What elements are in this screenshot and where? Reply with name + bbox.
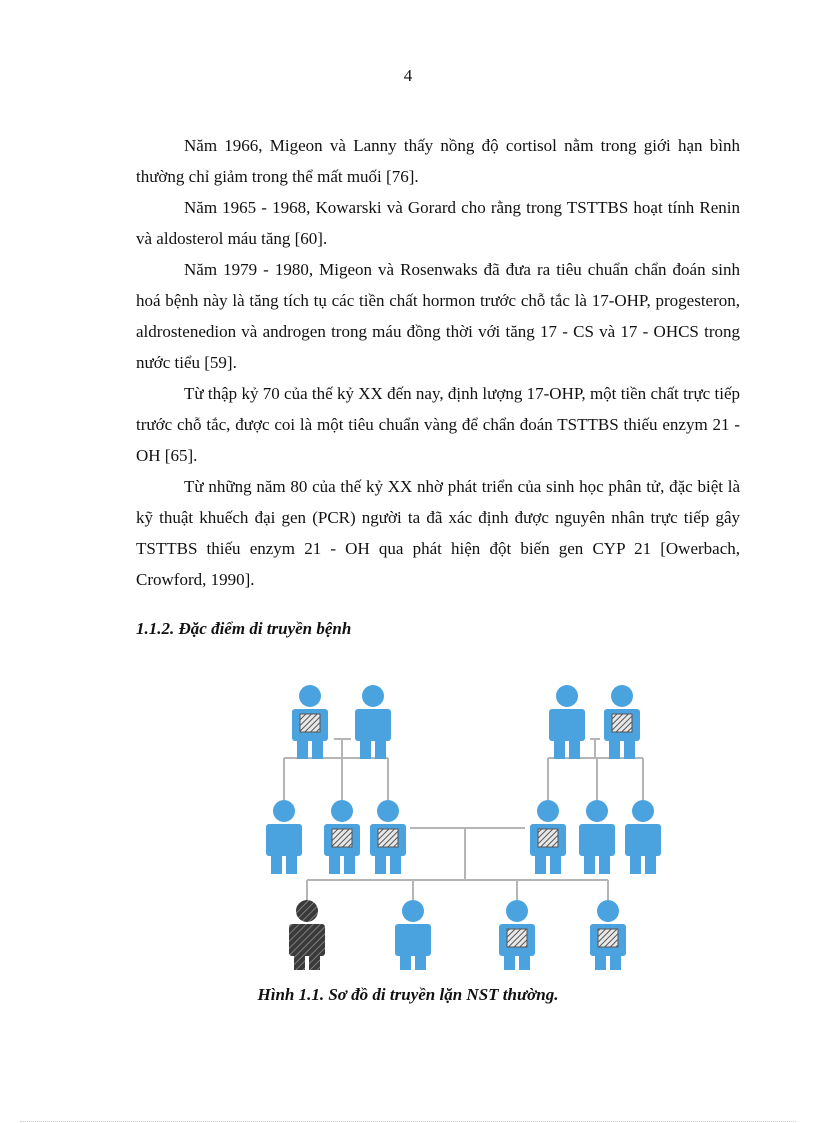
person-left-leg — [271, 856, 282, 874]
person-head — [537, 800, 559, 822]
person-left-leg — [375, 856, 386, 874]
person-right-leg — [599, 856, 610, 874]
person-carrier — [370, 800, 406, 874]
person-left-leg — [609, 741, 620, 759]
section-heading: 1.1.2. Đặc điểm di truyền bệnh — [136, 619, 352, 638]
person-carrier — [324, 800, 360, 874]
person-normal — [579, 800, 615, 874]
person-right-leg — [344, 856, 355, 874]
body-text — [136, 130, 740, 595]
paragraph-5: Từ những năm 80 của thế kỷ XX nhờ phát triển của sinh học phân tử, đặc biệt là kỹ thuật khuếch đại gen (PCR) người ta đã xác định được nguyên nhân trực tiếp gây TSTTBS thiếu enzym 21 - OH qua phát hiện đột biến gen CYP 21 [Owerbach, Crowford, 1990]. — [136, 477, 740, 589]
footer-rule — [20, 1121, 796, 1122]
person-left-leg — [329, 856, 340, 874]
person-right-leg — [624, 741, 635, 759]
person-torso — [625, 824, 661, 856]
person-affected — [289, 900, 325, 970]
person-carrier — [530, 800, 566, 874]
paragraph-2: Năm 1965 - 1968, Kowarski và Gorard cho rằng trong TSTTBS hoạt tính Renin và aldosterol máu tăng [60]. — [136, 198, 740, 248]
person-left-leg — [400, 956, 411, 970]
person-left-leg — [294, 956, 305, 970]
person-right-leg — [309, 956, 320, 970]
person-torso — [549, 709, 585, 741]
person-right-leg — [645, 856, 656, 874]
person-normal — [266, 800, 302, 874]
person-head — [611, 685, 633, 707]
person-normal — [355, 685, 391, 759]
person-head — [597, 900, 619, 922]
person-normal — [625, 800, 661, 874]
person-left-leg — [297, 741, 308, 759]
person-head — [402, 900, 424, 922]
person-torso — [289, 924, 325, 956]
person-right-leg — [312, 741, 323, 759]
person-head — [296, 900, 318, 922]
pedigree-chart — [260, 680, 680, 970]
person-left-leg — [595, 956, 606, 970]
person-right-leg — [390, 856, 401, 874]
person-torso — [266, 824, 302, 856]
carrier-marker — [378, 829, 398, 847]
carrier-marker — [507, 929, 527, 947]
person-right-leg — [415, 956, 426, 970]
person-right-leg — [375, 741, 386, 759]
paragraph-3: Năm 1979 - 1980, Migeon và Rosenwaks đã đưa ra tiêu chuẩn chẩn đoán sinh hoá bệnh này là tăng tích tụ các tiền chất hormon trước chỗ tắc là 17-OHP, progesteron, aldrostenedion và androgen trong máu đồng thời với tăng 17 - CS và 17 - OHCS trong nước tiểu [59]. — [136, 260, 740, 372]
person-head — [586, 800, 608, 822]
person-carrier — [292, 685, 328, 759]
figure-caption: Hình 1.1. Sơ đồ di truyền lặn NST thường. — [257, 985, 559, 1004]
person-torso — [355, 709, 391, 741]
person-head — [331, 800, 353, 822]
person-head — [506, 900, 528, 922]
person-head — [556, 685, 578, 707]
person-torso — [579, 824, 615, 856]
person-head — [632, 800, 654, 822]
person-carrier — [604, 685, 640, 759]
person-normal — [395, 900, 431, 970]
carrier-marker — [300, 714, 320, 732]
person-left-leg — [360, 741, 371, 759]
person-carrier — [499, 900, 535, 970]
person-torso — [395, 924, 431, 956]
person-right-leg — [286, 856, 297, 874]
person-head — [377, 800, 399, 822]
person-left-leg — [535, 856, 546, 874]
person-right-leg — [569, 741, 580, 759]
carrier-marker — [612, 714, 632, 732]
person-head — [273, 800, 295, 822]
carrier-marker — [598, 929, 618, 947]
person-right-leg — [610, 956, 621, 970]
person-right-leg — [519, 956, 530, 970]
person-left-leg — [554, 741, 565, 759]
person-left-leg — [504, 956, 515, 970]
person-head — [299, 685, 321, 707]
paragraph-4: Từ thập kỷ 70 của thế kỷ XX đến nay, định lượng 17-OHP, một tiền chất trực tiếp trước chỗ tắc, được coi là một tiêu chuẩn vàng để chẩn đoán TSTTBS thiếu enzym 21 - OH [65]. — [136, 384, 740, 465]
paragraph-1: Năm 1966, Migeon và Lanny thấy nồng độ cortisol nằm trong giới hạn bình thường chỉ giảm trong thể mất muối [76]. — [136, 136, 740, 186]
person-carrier — [590, 900, 626, 970]
page-number: 4 — [403, 66, 413, 85]
person-head — [362, 685, 384, 707]
carrier-marker — [538, 829, 558, 847]
person-right-leg — [550, 856, 561, 874]
person-left-leg — [584, 856, 595, 874]
person-normal — [549, 685, 585, 759]
carrier-marker — [332, 829, 352, 847]
pedigree-figure — [260, 680, 680, 970]
person-left-leg — [630, 856, 641, 874]
